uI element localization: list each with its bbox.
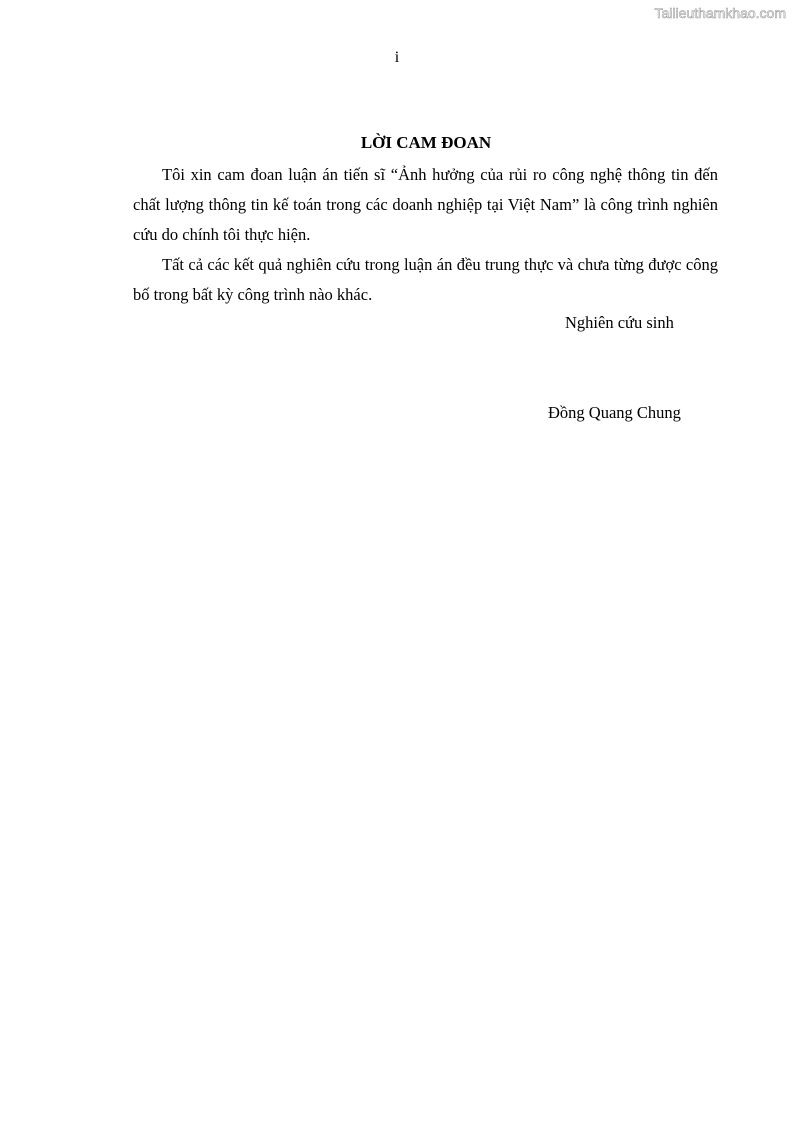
page-number: i [394,49,400,66]
signature-name: Đồng Quang Chung [548,403,681,422]
signature-role: Nghiên cứu sinh [565,313,674,332]
declaration-paragraph-1: Tôi xin cam đoan luận án tiến sĩ “Ảnh hưởng của rủi ro công nghệ thông tin đến chất lượng thông tin kế toán trong các doanh nghiệp tại Việt Nam” là công trình nghiên cứu do chính tôi thực hiện. [133,165,718,244]
declaration-paragraph-2: Tất cả các kết quả nghiên cứu trong luận án đều trung thực và chưa từng được công bố trong bất kỳ công trình nào khác. [133,255,718,304]
page-title: LỜI CAM ĐOAN [360,133,492,152]
watermark: Tailieuthamkhao.com [654,5,786,21]
